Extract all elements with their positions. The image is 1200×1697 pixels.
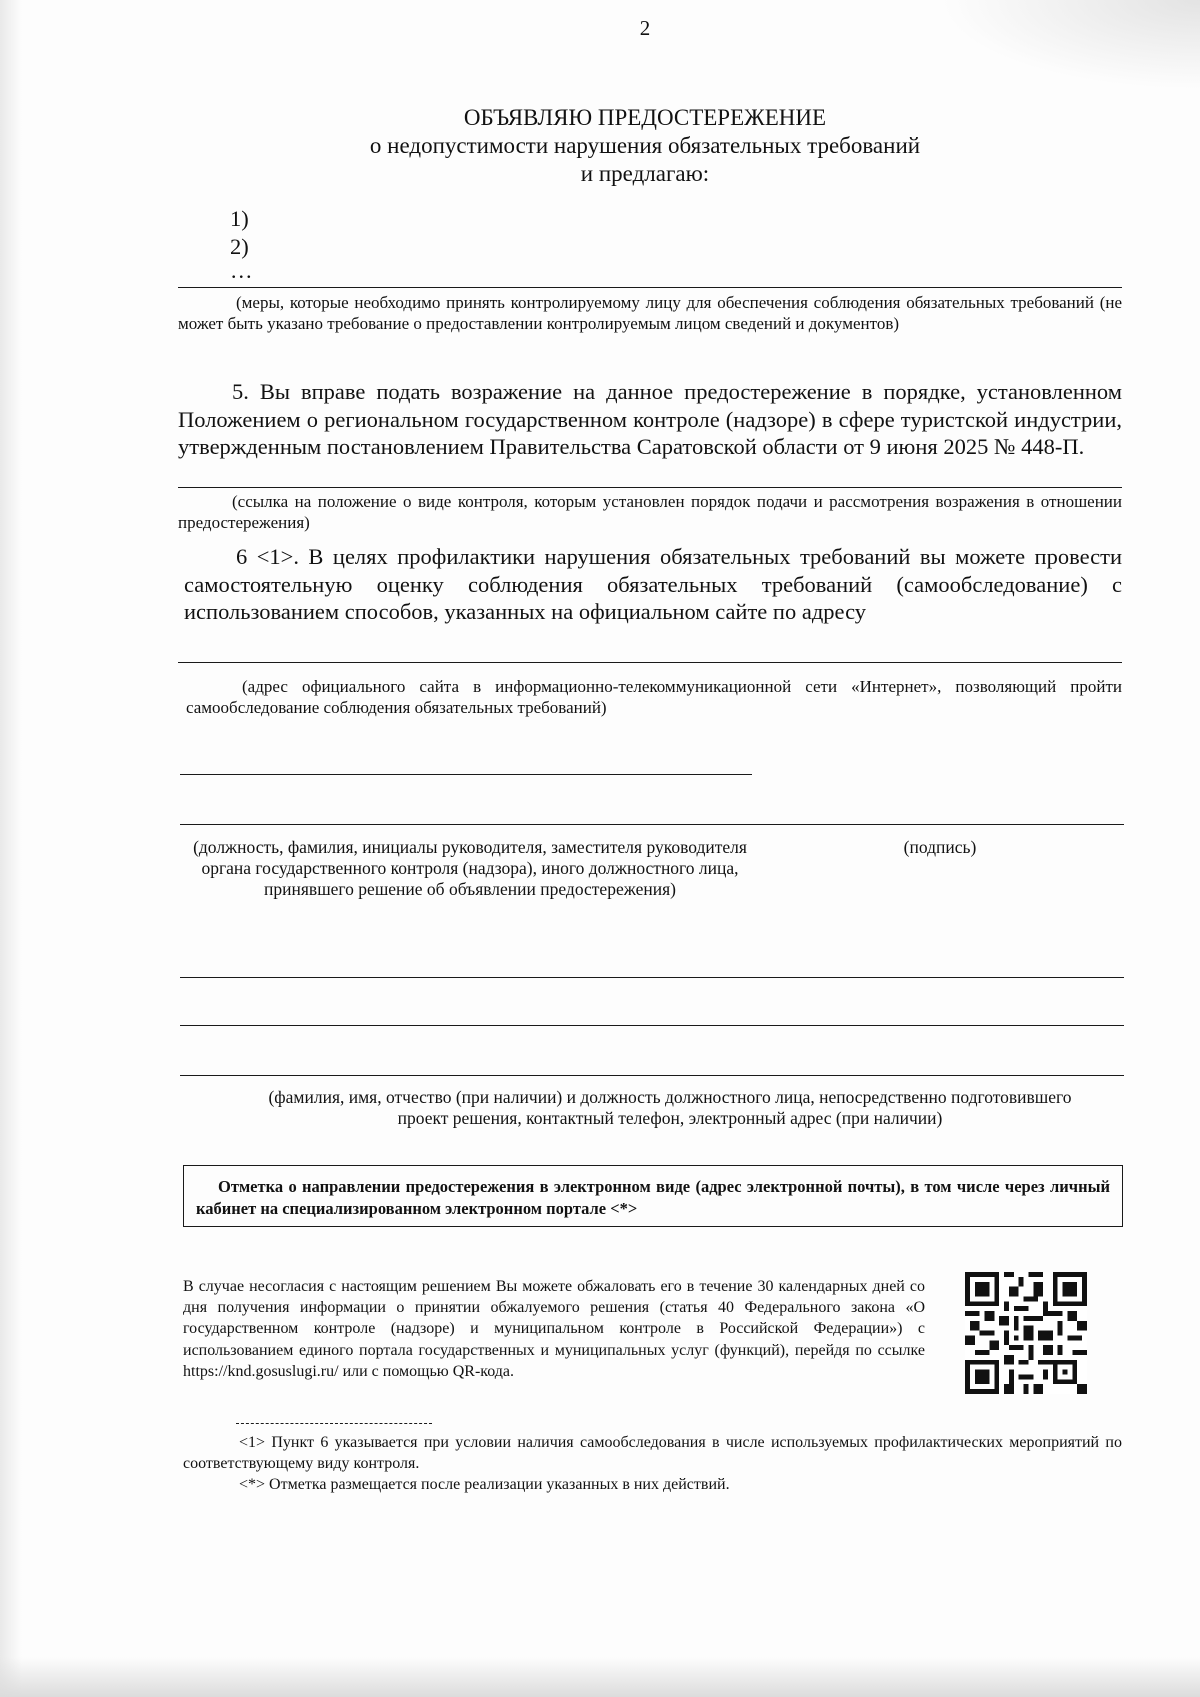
preparer-line-1 (180, 977, 1124, 978)
official-caption: (должность, фамилия, инициалы руководителя, заместителя руководителя органа государственного контроля (надзора), иного должностного лица, принявшего решение об объявлении предостережения) (193, 837, 747, 899)
signature-caption: (подпись) (903, 837, 977, 857)
preparer-line-2 (180, 1025, 1124, 1026)
section-6-address-line (178, 662, 1122, 663)
measures-underline (178, 287, 1122, 288)
scan-shadow-bottom (0, 1657, 1200, 1697)
header-subtitle: о недопустимости нарушения обязательных требований (369, 133, 921, 158)
footnote-separator (236, 1423, 432, 1424)
measure-item-1: 1) (230, 206, 249, 231)
section-5-text: 5. Вы вправе подать возражение на данное предостережение в порядке, установленном Положением о региональном государственном контроле (надзоре) в сфере туристской индустрии, утвержденным постановлением Правительства Саратовской области от 9 июня 2025 № 448-П. (178, 379, 1122, 459)
scan-shadow-left (0, 0, 22, 1697)
signature-short-line (180, 774, 752, 775)
measures-caption: (меры, которые необходимо принять контролируемому лицу для обеспечения соблюдения обязательных требований (не может быть указано требование о предоставлении контролируемым лицом сведений и документов) (178, 293, 1122, 333)
page-number: 2 (639, 16, 651, 40)
header-title: ОБЪЯВЛЯЮ ПРЕДОСТЕРЕЖЕНИЕ (463, 105, 827, 130)
electronic-notice-text: Отметка о направлении предостережения в электронном виде (адрес электронной почты), в том числе через личный кабинет на специализированном электронном портале <*> (196, 1177, 1110, 1218)
qr-code-icon[interactable] (965, 1272, 1087, 1394)
section-5-caption: (ссылка на положение о виде контроля, которым установлен порядок подачи и рассмотрения возражения в отношении предостережения) (178, 492, 1122, 532)
preparer-caption: (фамилия, имя, отчество (при наличии) и должность должностного лица, непосредственно подготовившего проект решения, контактный телефон, электронный адрес (при наличии) (268, 1087, 1072, 1128)
electronic-notice-box (183, 1165, 1123, 1227)
preparer-line-3 (180, 1075, 1124, 1076)
scan-shadow-top (940, 0, 1200, 90)
header-proposal: и предлагаю: (580, 161, 710, 186)
section-6-caption: (адрес официального сайта в информационно-телекоммуникационной сети «Интернет», позволяющий пройти самообследование соблюдения обязательных требований) (186, 677, 1122, 717)
signature-long-line (180, 824, 1124, 825)
appeal-text: В случае несогласия с настоящим решением Вы можете обжаловать его в течение 30 календарных дней со дня получения информации о принятии обжалуемого решения (статья 40 Федерального закона «О государственном контроле (надзоре) и муниципальном контроле в Российской Федерации») с использованием единого портала государственных и муниципальных услуг (функций), перейдя по ссылке https://knd.gosuslugi.ru/ или с помощью QR-кода. (183, 1278, 925, 1380)
section-6-text: 6 <1>. В целях профилактики нарушения обязательных требований вы можете провести самостоятельную оценку соблюдения обязательных требований (самообследование) с использованием способов, указанных на официальном сайте по адресу (184, 544, 1122, 624)
measure-item-2: 2) (230, 234, 249, 259)
footnote-2: <*> Отметка размещается после реализации указанных в них действий. (239, 1476, 730, 1493)
document-header (300, 104, 990, 188)
measure-item-ellipsis: … (230, 258, 253, 283)
section-5-underline (178, 487, 1122, 488)
measures-list (230, 205, 253, 281)
footnote-1: <1> Пункт 6 указывается при условии наличия самообследования в числе используемых профилактических мероприятий по соответствующему виду контроля. (183, 1434, 1122, 1472)
